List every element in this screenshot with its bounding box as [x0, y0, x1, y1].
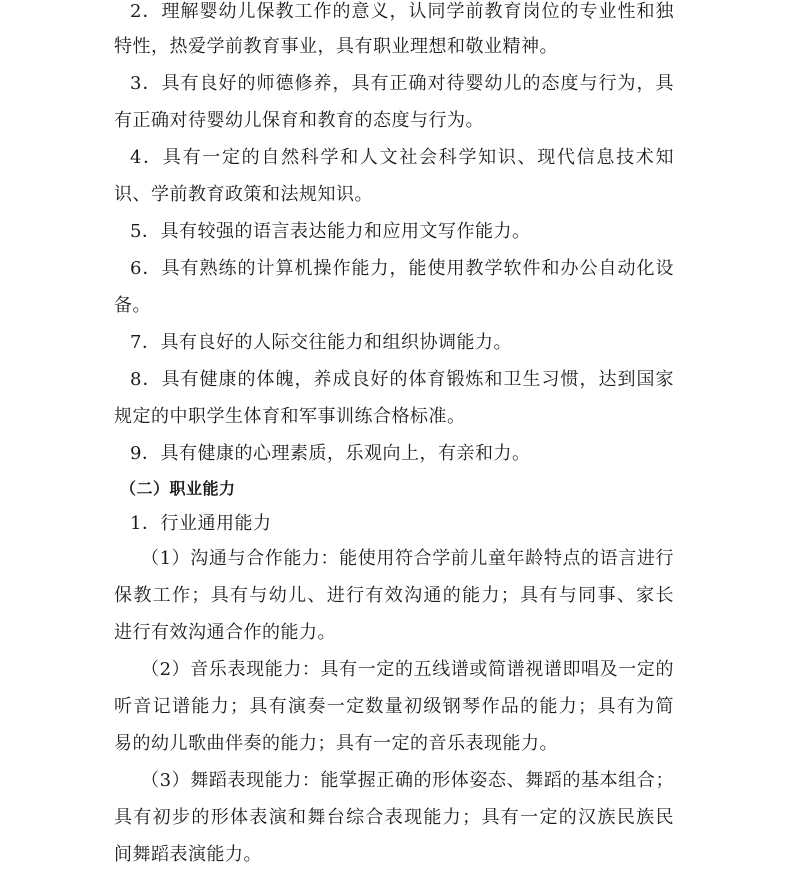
- item-8-line-1: 8．具有健康的体魄，养成良好的体育锻炼和卫生习惯，达到国家: [130, 369, 674, 390]
- item-1-3-line-2: 具有初步的形体表演和舞台综合表现能力；具有一定的汉族民族民: [114, 807, 674, 828]
- item-4-line-1: 4．具有一定的自然科学和人文社会科学知识、现代信息技术知: [130, 147, 674, 168]
- item-1-2-line-2: 听音记谱能力；具有演奏一定数量初级钢琴作品的能力；具有为简: [114, 696, 674, 717]
- section-heading-vocational-ability: （二）职业能力: [120, 479, 236, 498]
- item-1-2-line-3: 易的幼儿歌曲伴奏的能力；具有一定的音乐表现能力。: [114, 733, 558, 754]
- item-1-3-line-1: （3）舞蹈表现能力：能掌握正确的形体姿态、舞蹈的基本组合；: [141, 770, 674, 791]
- item-1-1-line-1: （1）沟通与合作能力：能使用符合学前儿童年龄特点的语言进行: [141, 548, 674, 569]
- item-1-2-line-1: （2）音乐表现能力：具有一定的五线谱或简谱视谱即唱及一定的: [141, 659, 674, 680]
- item-1-1-line-2: 保教工作；具有与幼儿、进行有效沟通的能力；具有与同事、家长: [114, 585, 674, 606]
- item-8-line-2: 规定的中职学生体育和军事训练合格标准。: [114, 406, 466, 427]
- item-9: 9．具有健康的心理素质，乐观向上，有亲和力。: [130, 443, 531, 464]
- item-5: 5．具有较强的语言表达能力和应用文写作能力。: [130, 221, 531, 242]
- item-6-line-2: 备。: [114, 295, 151, 316]
- item-3-line-2: 有正确对待婴幼儿保育和教育的态度与行为。: [114, 110, 484, 131]
- item-1-3-line-3: 间舞蹈表演能力。: [114, 844, 262, 865]
- item-7: 7．具有良好的人际交往能力和组织协调能力。: [130, 332, 512, 353]
- item-2-line-2: 特性，热爱学前教育事业，具有职业理想和敬业精神。: [114, 36, 558, 57]
- item-3-line-1: 3．具有良好的师德修养，具有正确对待婴幼儿的态度与行为，具: [130, 73, 674, 94]
- item-4-line-2: 识、学前教育政策和法规知识。: [114, 184, 373, 205]
- item-2-line-1: 2．理解婴幼儿保教工作的意义，认同学前教育岗位的专业性和独: [130, 1, 674, 22]
- item-1-1-line-3: 进行有效沟通合作的能力。: [114, 622, 336, 643]
- subsection-heading-general-ability: 1．行业通用能力: [130, 513, 272, 534]
- item-6-line-1: 6．具有熟练的计算机操作能力，能使用教学软件和办公自动化设: [130, 258, 674, 279]
